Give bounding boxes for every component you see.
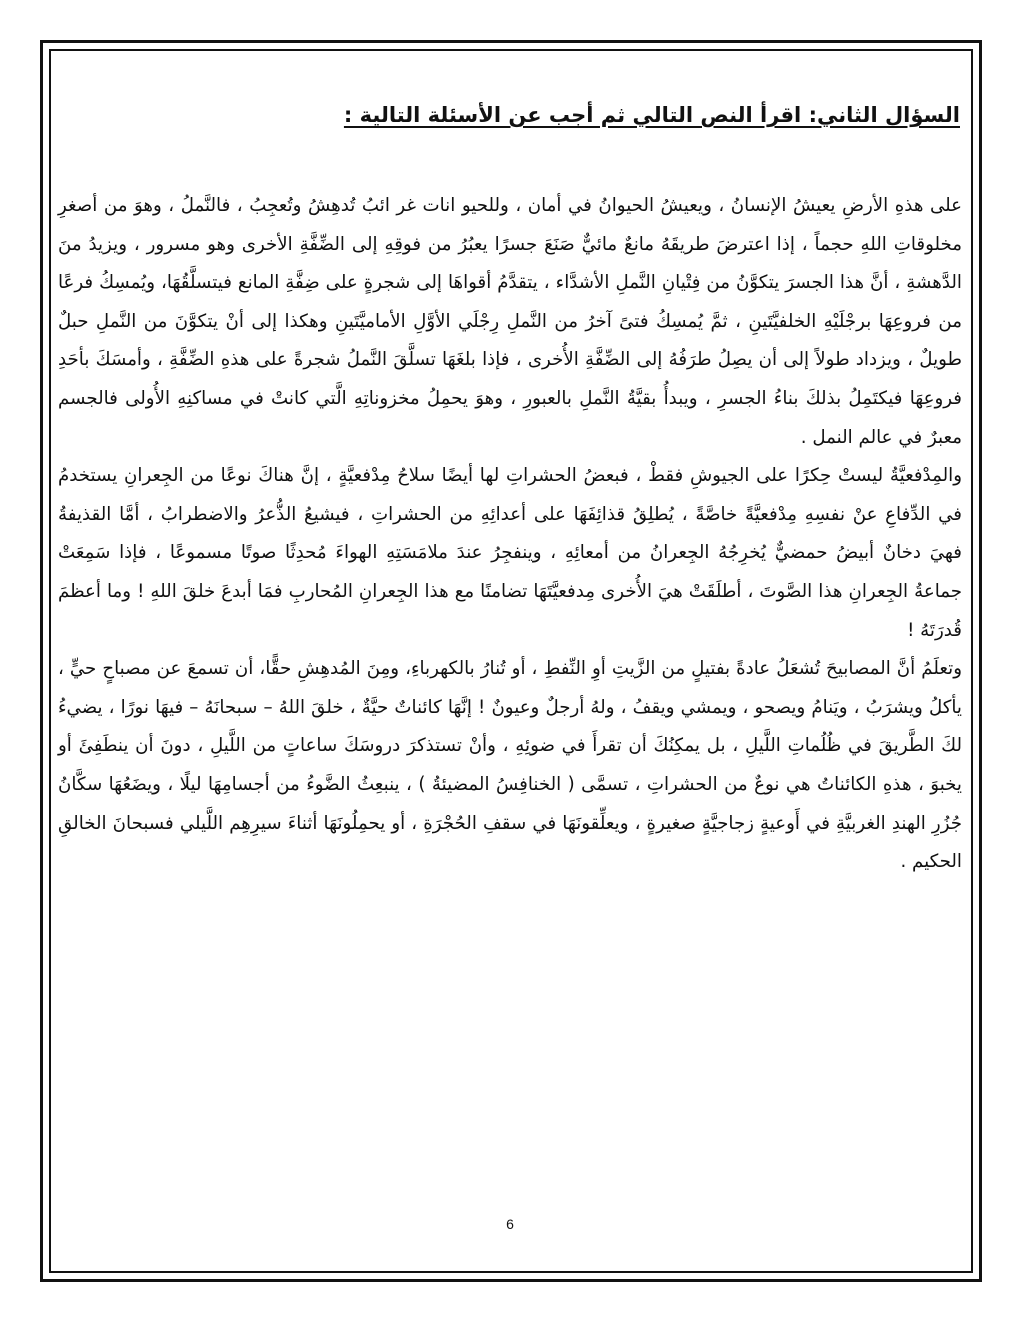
page-number: 6 xyxy=(506,1216,514,1232)
paragraph-beetle-artillery: والمِدْفعيَّةُ ليستْ حِكرًا على الجيوشِ فقطْ ، فبعضُ الحشراتِ لها أيضًا سلاحُ مِدْفعيَّةٍ ، إنَّ هناكَ نوعًا من الجِعرانِ يستخدمُ في الدِّفاعِ عنْ نفسِهِ مِدْفعيَّةً خاصَّةً ، يُطلِقُ قذائِفَهَا على أعدائِهِ من الحشراتِ ، فيشيعُ الذُّعرُ والاضطرابُ ، أمَّا القذيفةُ فهيَ دخانٌ أبيضُ حمضيٌّ يُخرِجُهُ الجِعرانُ من أمعائِهِ ، وينفجِرُ عندَ ملامَسَتِهِ الهواءَ مُحدِثًا صوتًا مسموعًا ، فإذا سَمِعَتْ جماعةُ الجِعرانِ هذا الصَّوتَ ، أطلَقَتْ هيَ الأُخرى مِدفعيَّتَهَا تضامنًا مع هذا الجِعرانِ المُحاربِ فمَا أبدعَ خلقَ اللهِ ! وما أعظمَ قُدرَتَهُ ! xyxy=(58,465,962,641)
document-body xyxy=(58,95,962,882)
question-title: السؤال الثاني: اقرأ النص التالي ثم أجب عن الأسئلة التالية : xyxy=(343,103,960,127)
paragraph-glowing-beetles: وتعلَمُ أنَّ المصابيحَ تُشعَلُ عادةً بفتيلٍ من الزَّيتِ أوِ النِّفطِ ، أو تُنارُ بالكهرباءِ، ومِنَ المُدهِشِ حقًّا، أن تسمعَ عن مصباحٍ حيٍّ ، يأكلُ ويشرَبُ ، ويَنامُ ويصحو ، ويمشي ويقفُ ، ولهُ أرجلٌ وعيونٌ ! إنَّهَا كائناتٌ حيَّةٌ ، خلقَ اللهُ – سبحانَهُ – فيهَا نورًا ، يضيءُ لكَ الطَّريقَ في ظُلُماتِ اللَّيلِ ، بل يمكِنُكَ أن تقرأَ في ضوئِهِ ، وأنْ تستذكرَ دروسَكَ ساعاتٍ من اللَّيلِ ، دونَ أن ينطَفِئَ أو يخبوَ ، هذهِ الكائناتُ هي نوعٌ من الحشراتِ ، تسمَّى ( الخنافِسُ المضيئةُ ) ، ينبعِثُ الضَّوءُ من أجسامِهَا ليلًا ، ويضَعُهَا سكَّانُ جُزُرِ الهندِ الغربيَّةِ في أَوعيةٍ زجاجيَّةٍ صغيرةٍ ، ويعلِّقونَهَا في سقفِ الحُجْرَةِ ، أو يحمِلُونَهَا أثناءَ سيرِهِم اللَّيلي فسبحانَ الخالقِ الحكيم . xyxy=(58,658,962,873)
paragraph-ants: على هذهِ الأرضِ يعيشُ الإنسانُ ، ويعيشُ الحيوانُ في أمان ، وللحيو انات غر ائبُ تُدهِشُ وتُعجِبُ ، فالنَّملُ ، وهوَ من أصغرِ مخلوقاتِ اللهِ حجماً ، إذا اعترضَ طريقَهُ مانعٌ مائيٌّ صَنَعَ جسرًا يعبُرُ من فوقِهِ إلى الضِّفَّةِ الأخرى وهو مسرور ، ويزيدُ منَ الدَّهشةِ ، أنَّ هذا الجسرَ يتكوَّنُ من فِتْيانِ النَّملِ الأشدَّاء ، يتقدَّمُ أقواهَا إلى شجرةٍ على ضِفَّةِ المانع فيتسلَّقُهَا، ويُمسِكُ فرعًا من فروعِهَا برجْلَيْهِ الخلفيَّتَينِ ، ثمَّ يُمسِكُ فتىً آخرُ من النَّملِ رِجْلَي الأوَّلِ الأماميَّتَينِ وهكذا إلى أنْ يتكوَّنَ من النَّملِ حبلٌ طويلٌ ، ويزداد طولاً إلى أن يصِلُ طرَفُهُ إلى الضِّفَّةِ الأُخرى ، فإذا بلغَهَا تسلَّقَ النَّملُ شجرةً على هذهِ الضِّفَّةِ ، وأمسَكَ بأحَدِ فروعِهَا فيكتَمِلُ بذلكَ بناءُ الجسرِ ، ويبدأُ بقيَّةُ النَّملِ بالعبورِ ، وهوَ يحمِلُ مخزوناتِهِ الَّتي كانتْ في مساكنِهِ الأُولى فالجسم معبرٌ في عالم النمل . xyxy=(58,195,962,448)
